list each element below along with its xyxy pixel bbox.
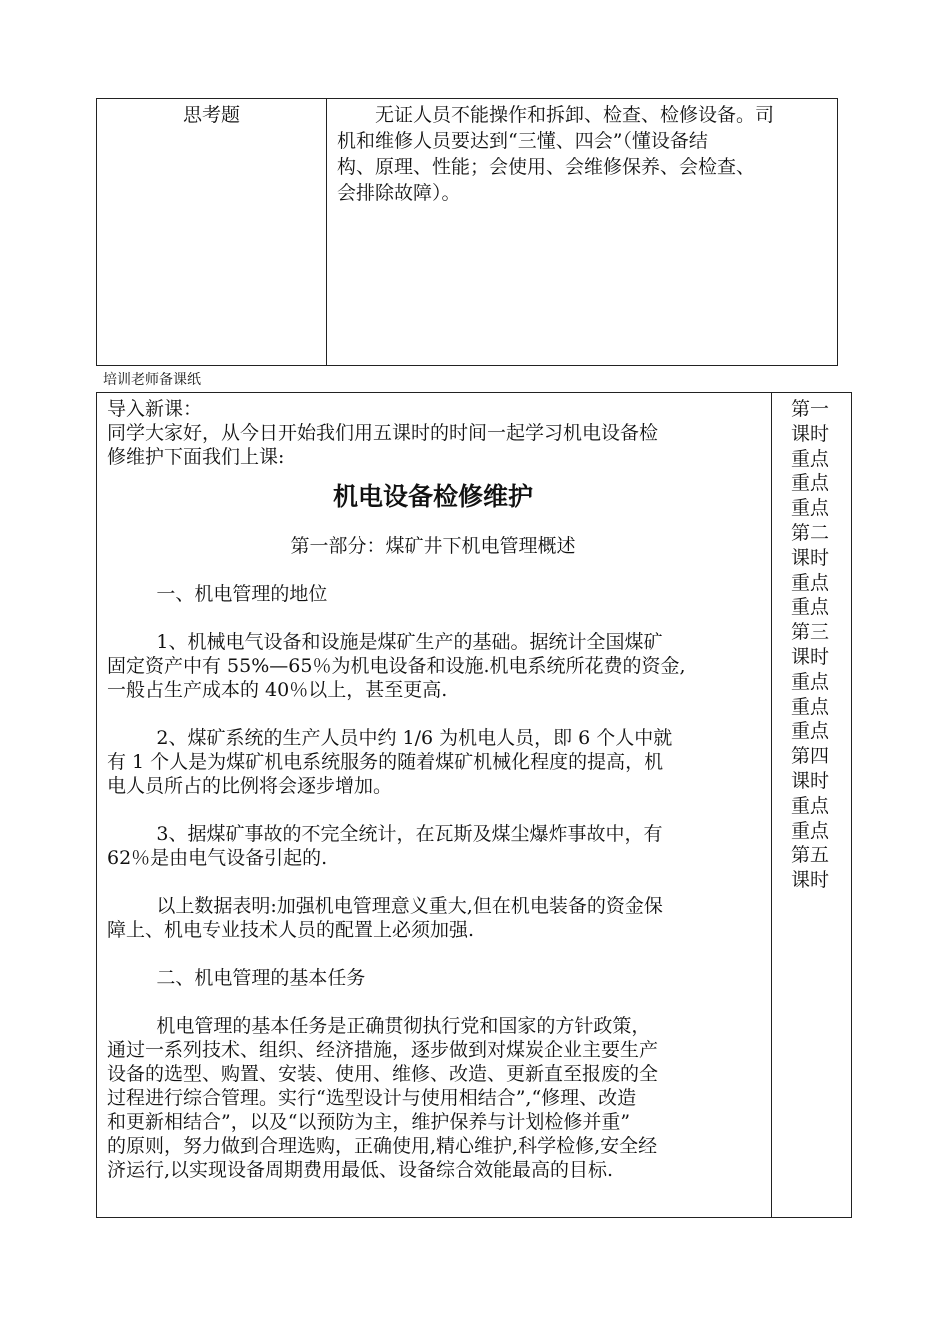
paragraph-line: 2、煤矿系统的生产人员中约 1/6 为机电人员，即 6 个人中就 — [156, 727, 673, 749]
lesson-schedule-column — [791, 397, 839, 893]
paragraph-line: 3、据煤矿事故的不完全统计，在瓦斯及煤尘爆炸事故中，有 — [156, 823, 663, 845]
schedule-item: 重点 — [791, 472, 830, 495]
schedule-item: 第三 — [791, 621, 830, 644]
schedule-item: 重点 — [791, 720, 830, 743]
schedule-item: 课时 — [791, 645, 830, 668]
section-heading: 二、机电管理的基本任务 — [156, 967, 366, 989]
paragraph-line: 1、机械电气设备和设施是煤矿生产的基础。据统计全国煤矿 — [156, 631, 663, 653]
paragraph-3 — [107, 822, 759, 870]
schedule-item: 第五 — [791, 844, 830, 867]
paragraph-line: 机电管理的基本任务是正确贯彻执行党和国家的方针政策， — [156, 1015, 651, 1037]
question-line: 机和维修人员要达到“三懂、四会”（懂设备结 — [337, 130, 708, 152]
paragraph-line: 62％是由电气设备引起的. — [107, 847, 328, 869]
table-divider — [771, 393, 772, 1217]
paragraph-line: 固定资产中有 55%—65％为机电设备和设施.机电系统所花费的资金, — [107, 655, 686, 677]
paragraph-line: 障上、机电专业技术人员的配置上必须加强. — [107, 919, 475, 941]
schedule-item: 重点 — [791, 571, 830, 594]
paragraph-1 — [107, 630, 759, 702]
question-line: 会排除故障）。 — [337, 182, 461, 204]
paragraph-line: 一般占生产成本的 40％以上，甚至更高. — [107, 679, 448, 701]
section-heading: 一、机电管理的地位 — [156, 583, 328, 605]
lesson-content — [107, 397, 759, 1182]
paragraph-line: 通过一系列技术、组织、经济措施，逐步做到对煤炭企业主要生产 — [107, 1039, 659, 1061]
paragraph-2 — [107, 726, 759, 798]
schedule-item: 重点 — [791, 819, 830, 842]
schedule-item: 第一 — [791, 398, 830, 420]
paragraph-line: 过程进行综合管理。实行“选型设计与使用相结合”,“修理、改造 — [107, 1087, 637, 1109]
question-line: 构、原理、性能；会使用、会维修保养、会检查、 — [337, 156, 756, 178]
part-heading: 第一部分：煤矿井下机电管理概述 — [290, 535, 576, 557]
question-table — [96, 98, 838, 366]
question-line: 无证人员不能操作和拆卸、检查、检修设备。司 — [375, 104, 775, 126]
schedule-item: 重点 — [791, 670, 830, 693]
schedule-item: 第四 — [791, 745, 830, 768]
paragraph-line: 济运行,以实现设备周期费用最低、设备综合效能最高的目标. — [107, 1159, 614, 1181]
table-divider — [326, 99, 327, 365]
intro-heading: 导入新课： — [107, 398, 203, 420]
schedule-item: 课时 — [791, 546, 830, 569]
intro-line: 同学大家好，从今日开始我们用五课时的时间一起学习机电设备检 — [107, 422, 659, 444]
paragraph-line: 以上数据表明:加强机电管理意义重大,但在机电装备的资金保 — [156, 895, 663, 917]
paragraph-5 — [107, 1014, 759, 1182]
schedule-item: 课时 — [791, 769, 830, 792]
paragraph-line: 电人员所占的比例将会逐步增加。 — [107, 775, 393, 797]
schedule-item: 重点 — [791, 447, 830, 470]
schedule-item: 第二 — [791, 521, 830, 544]
schedule-item: 重点 — [791, 794, 830, 817]
paragraph-line: 的原则，努力做到合理选购，正确使用,精心维护,科学检修,安全经 — [107, 1135, 658, 1157]
question-text — [337, 102, 829, 206]
schedule-item: 重点 — [791, 596, 830, 619]
paragraph-line: 和更新相结合”，以及“以预防为主，维护保养与计划检修并重” — [107, 1111, 631, 1133]
lesson-title: 机电设备检修维护 — [332, 482, 533, 511]
schedule-item: 重点 — [791, 695, 830, 718]
schedule-item: 重点 — [791, 497, 830, 520]
question-label: 思考题 — [182, 104, 240, 126]
schedule-item: 课时 — [791, 869, 830, 892]
intro-line: 修维护下面我们上课: — [107, 446, 285, 468]
lesson-table — [96, 392, 852, 1218]
paragraph-line: 设备的选型、购置、安装、使用、维修、改造、更新直至报废的全 — [107, 1063, 659, 1085]
paragraph-4 — [107, 894, 759, 942]
paragraph-line: 有 1 个人是为煤矿机电系统服务的随着煤矿机械化程度的提高，机 — [107, 751, 664, 773]
page-caption: 培训老师备课纸 — [103, 372, 201, 388]
schedule-item: 课时 — [791, 422, 830, 445]
